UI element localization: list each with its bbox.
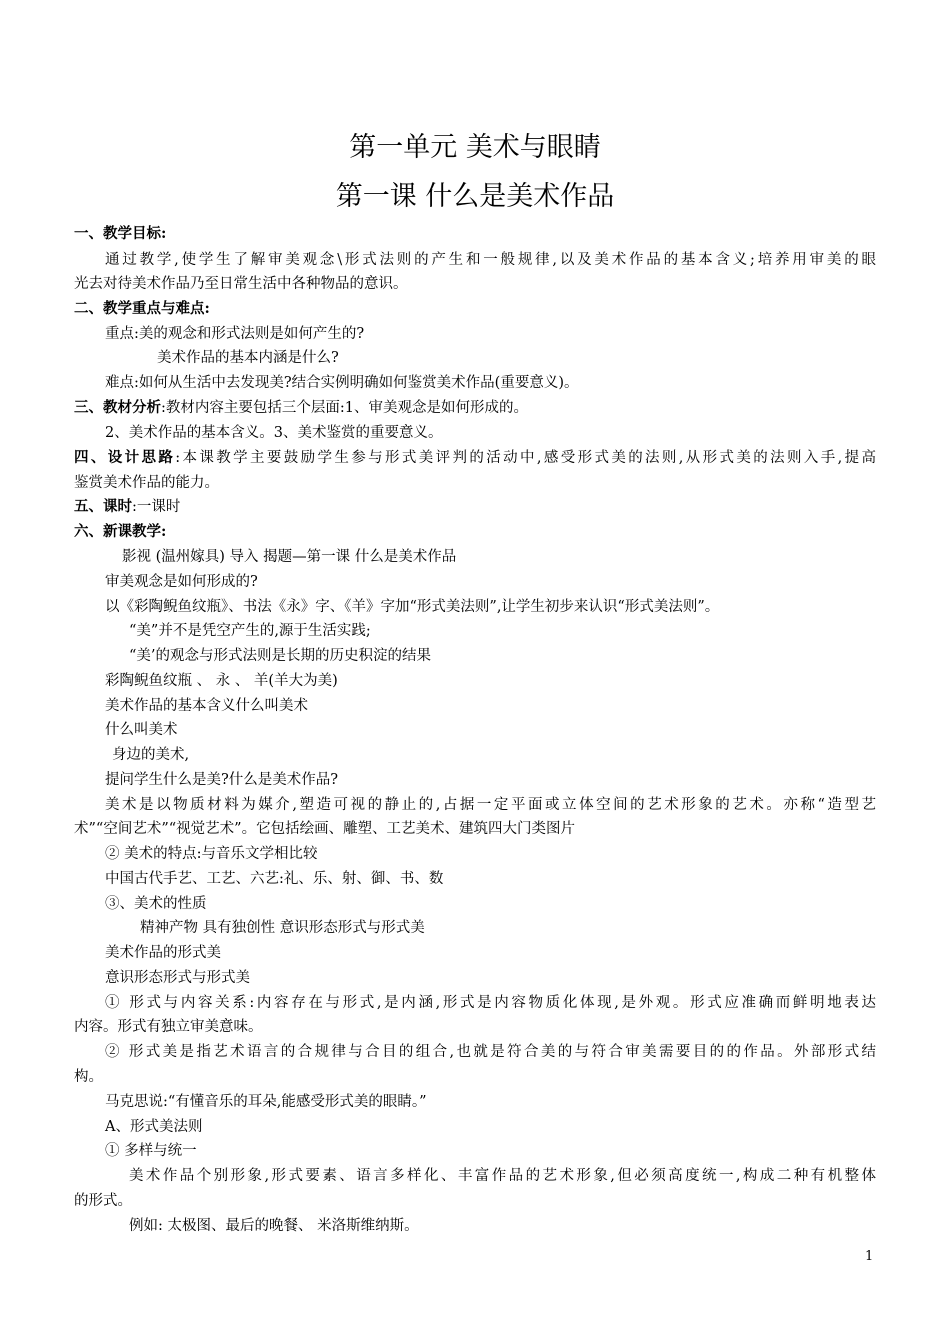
section-3-heading: 三、教材分析 [74,399,161,416]
lesson-title: 第一课 什么是美术作品 [335,181,615,212]
body-line: ① 多样与统一 [105,1143,197,1159]
body-line: 美术作品的基本含义什么叫美术 [105,698,308,714]
section-3-line-2: 2、美术作品的基本含义。3、美术鉴赏的重要意义。 [105,425,443,441]
body-line: 例如: 太极图、最后的晚餐、 米洛斯维纳斯。 [129,1218,419,1234]
body-line: 美术是以物质材料为媒介,塑造可视的静止的,占据一定平面或立体空间的艺术形象的艺术。亦称“造型艺 [105,797,876,813]
body-line: ② 形式美是指艺术语言的合规律与合目的组合,也就是符合美的与符合审美需要目的的作品。外部形式结 [105,1044,876,1060]
section-4-line-2: 鉴赏美术作品的能力。 [74,475,219,491]
section-5-line [74,497,180,517]
unit-title: 第一单元 美术与眼睛 [349,132,601,163]
section-4-text: :本课教学主要鼓励学生参与形式美评判的活动中,感受形式美的法则,从形式美的法则入手,提高 [175,450,877,466]
body-line: ① 形式与内容关系:内容存在与形式,是内涵,形式是内容物质化体现,是外观。形式应准确而鲜明地表达 [105,995,876,1011]
section-3-text: :教材内容主要包括三个层面:1、审美观念是如何形成的。 [161,400,528,416]
body-line: 术”“空间艺术”“视觉艺术”。它包括绘画、雕塑、工艺美术、建筑四大门类图片 [74,821,576,837]
section-3-line-1 [74,398,528,418]
body-line: 中国古代手艺、工艺、六艺:礼、乐、射、御、书、数 [105,871,444,887]
body-line: 精神产物 具有独创性 意识形态形式与形式美 [140,920,425,936]
body-line: 的形式。 [74,1193,132,1209]
body-line: ③、美术的性质 [105,896,207,912]
body-line: ② 美术的特点:与音乐文学相比较 [105,846,318,862]
body-line: 内容。形式有独立审美意味。 [74,1019,263,1035]
body-line: 彩陶鲵鱼纹瓶 、 永 、 羊(羊大为美) [105,673,338,689]
page-number: 1 [865,1249,874,1264]
body-line: 马克思说:“有懂音乐的耳朵,能感受形式美的眼睛。” [105,1094,427,1110]
body-line: 审美观念是如何形成的? [105,574,258,590]
body-line: 以《彩陶鲵鱼纹瓶》、书法《永》字、《羊》字加“形式美法则”,让学生初步来认识“形式美法则”。 [105,599,720,615]
section-1-paragraph-line-1: 通过教学,使学生了解审美观念\形式法则的产生和一般规律,以及美术作品的基本含义;培养用审美的眼 [105,252,876,268]
section-6-heading: 六、新课教学: [74,523,167,540]
body-line: 美术作品的形式美 [105,945,221,961]
key-point-2: 美术作品的基本内涵是什么? [157,350,339,366]
body-line: “美”并不是凭空产生的,源于生活实践; [129,623,371,639]
key-point-1: 重点:美的观念和形式法则是如何产生的? [105,326,365,342]
body-line: 意识形态形式与形式美 [105,970,250,986]
body-line: 影视 (温州嫁具) 导入 揭题—第一课 什么是美术作品 [122,549,457,565]
section-1-paragraph-line-2: 光去对待美术作品乃至日常生活中各种物品的意识。 [74,276,408,292]
difficult-point: 难点:如何从生活中去发现美?结合实例明确如何鉴赏美术作品(重要意义)。 [105,375,579,391]
body-line: 美术作品个别形象,形式要素、语言多样化、丰富作品的艺术形象,但必须高度统一,构成二种有机整体 [129,1168,876,1184]
section-1-heading: 一、教学目标: [74,225,167,242]
section-4-line-1 [74,448,876,468]
body-line: A、形式美法则 [105,1119,203,1135]
body-line: “美’的观念与形式法则是长期的历史积淀的结果 [129,648,432,664]
body-line: 什么叫美术 [105,722,178,738]
section-2-heading: 二、教学重点与难点: [74,300,210,317]
section-4-heading: 四、设计思路 [74,449,176,466]
section-5-text: :一课时 [132,499,181,515]
body-line: 身边的美术, [112,747,190,763]
section-5-heading: 五、课时 [74,498,132,515]
body-line: 构。 [74,1069,103,1085]
body-line: 提问学生什么是美?什么是美术作品? [105,772,339,788]
